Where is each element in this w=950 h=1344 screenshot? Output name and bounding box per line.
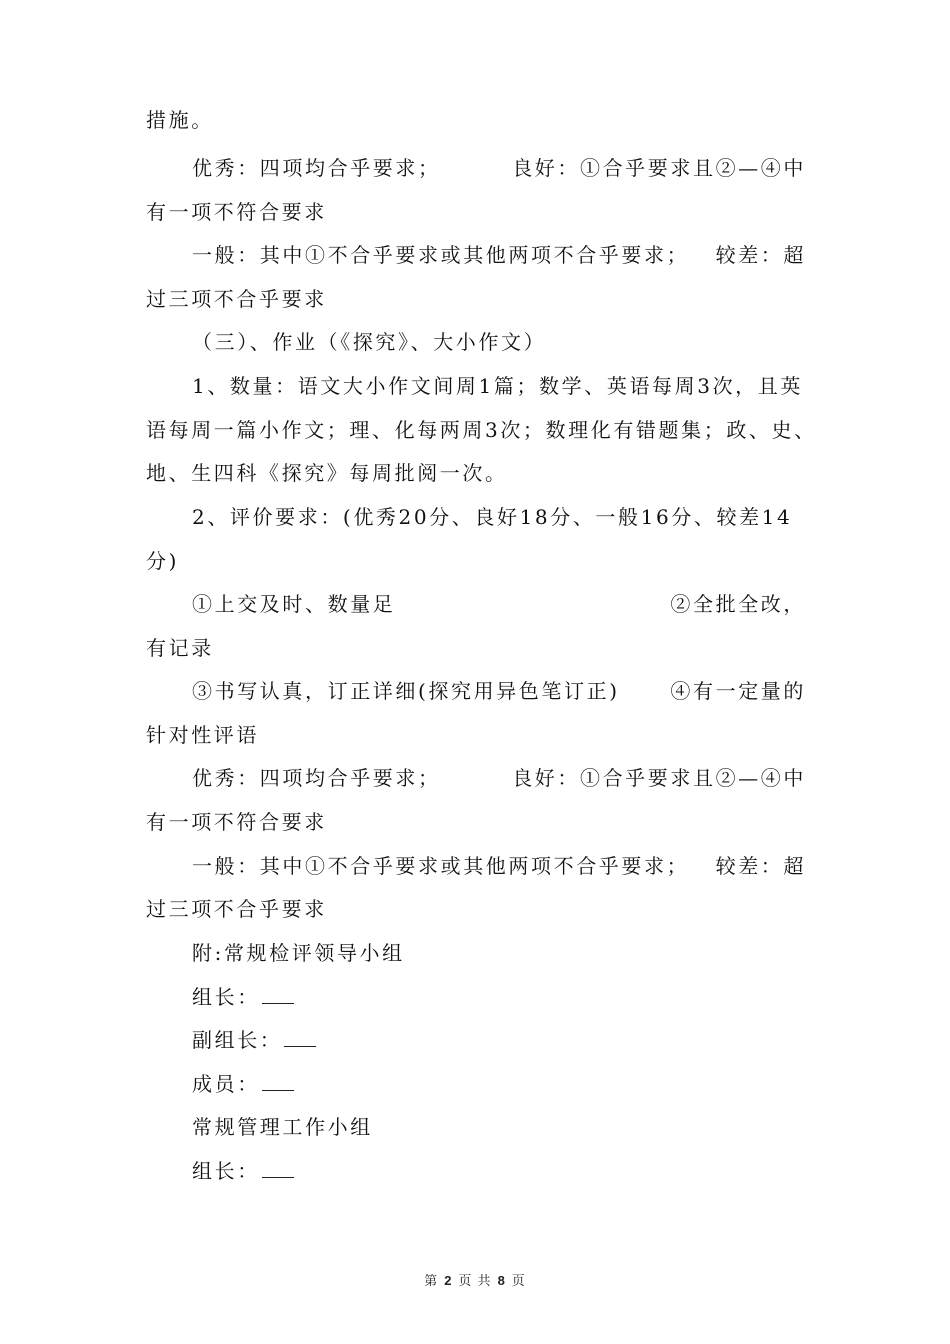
text-line: 过三项不合乎要求 bbox=[146, 897, 327, 921]
text-line: 有记录 bbox=[146, 636, 214, 660]
text-line: 常规管理工作小组 bbox=[192, 1115, 373, 1139]
field-label: 成员： bbox=[192, 1072, 260, 1096]
text-line: 2、评价要求：(优秀20分、良好18分、一般16分、较差14 bbox=[192, 505, 793, 529]
section-heading: （三）、作业（《探究》、大小作文） bbox=[192, 330, 547, 354]
field-label: 组长： bbox=[192, 1159, 260, 1183]
total-pages-number: 8 bbox=[497, 1273, 506, 1288]
footer-prefix: 第 bbox=[424, 1274, 439, 1289]
text-line bbox=[192, 983, 294, 1011]
text-line: 地、生四科《探究》每周批阅一次。 bbox=[146, 461, 508, 485]
text-line: 较差：超 bbox=[715, 854, 806, 878]
text-line: 一般：其中①不合乎要求或其他两项不合乎要求； bbox=[192, 243, 690, 267]
footer-mid: 页 共 bbox=[458, 1274, 492, 1289]
text-line: 有一项不符合要求 bbox=[146, 200, 327, 224]
text-line bbox=[192, 1157, 294, 1185]
text-line: 附:常规检评领导小组 bbox=[192, 941, 405, 965]
text-line: 措施。 bbox=[146, 108, 214, 132]
field-label: 副组长： bbox=[192, 1028, 283, 1052]
text-line: 有一项不符合要求 bbox=[146, 810, 327, 834]
text-line: 1、数量：语文大小作文间周1篇；数学、英语每周3次，且英 bbox=[192, 374, 803, 398]
blank-underline bbox=[284, 1028, 316, 1047]
blank-underline bbox=[262, 985, 294, 1004]
text-line: ①上交及时、数量足 bbox=[192, 592, 396, 616]
footer-suffix: 页 bbox=[511, 1274, 526, 1289]
text-line bbox=[192, 1026, 316, 1054]
text-line: ④有一定量的 bbox=[670, 679, 806, 703]
text-line: ③书写认真，订正详细(探究用异色笔订正) bbox=[192, 679, 620, 703]
blank-underline bbox=[262, 1159, 294, 1178]
text-line: 良好：①合乎要求且②—④中 bbox=[512, 766, 806, 790]
text-line: 良好：①合乎要求且②—④中 bbox=[512, 156, 806, 180]
field-label: 组长： bbox=[192, 985, 260, 1009]
text-line: 过三项不合乎要求 bbox=[146, 287, 327, 311]
current-page-number: 2 bbox=[444, 1273, 453, 1288]
text-line bbox=[192, 1070, 294, 1098]
text-line: 语每周一篇小作文；理、化每两周3次；数理化有错题集；政、史、 bbox=[146, 418, 817, 442]
text-line: ②全批全改， bbox=[670, 592, 806, 616]
text-line: 分) bbox=[146, 549, 180, 573]
text-line: 优秀：四项均合乎要求； bbox=[192, 156, 441, 180]
text-line: 较差：超 bbox=[715, 243, 806, 267]
text-line: 优秀：四项均合乎要求； bbox=[192, 766, 441, 790]
text-line: 一般：其中①不合乎要求或其他两项不合乎要求； bbox=[192, 854, 690, 878]
page-footer bbox=[0, 1270, 950, 1289]
text-line: 针对性评语 bbox=[146, 723, 259, 747]
blank-underline bbox=[262, 1072, 294, 1091]
